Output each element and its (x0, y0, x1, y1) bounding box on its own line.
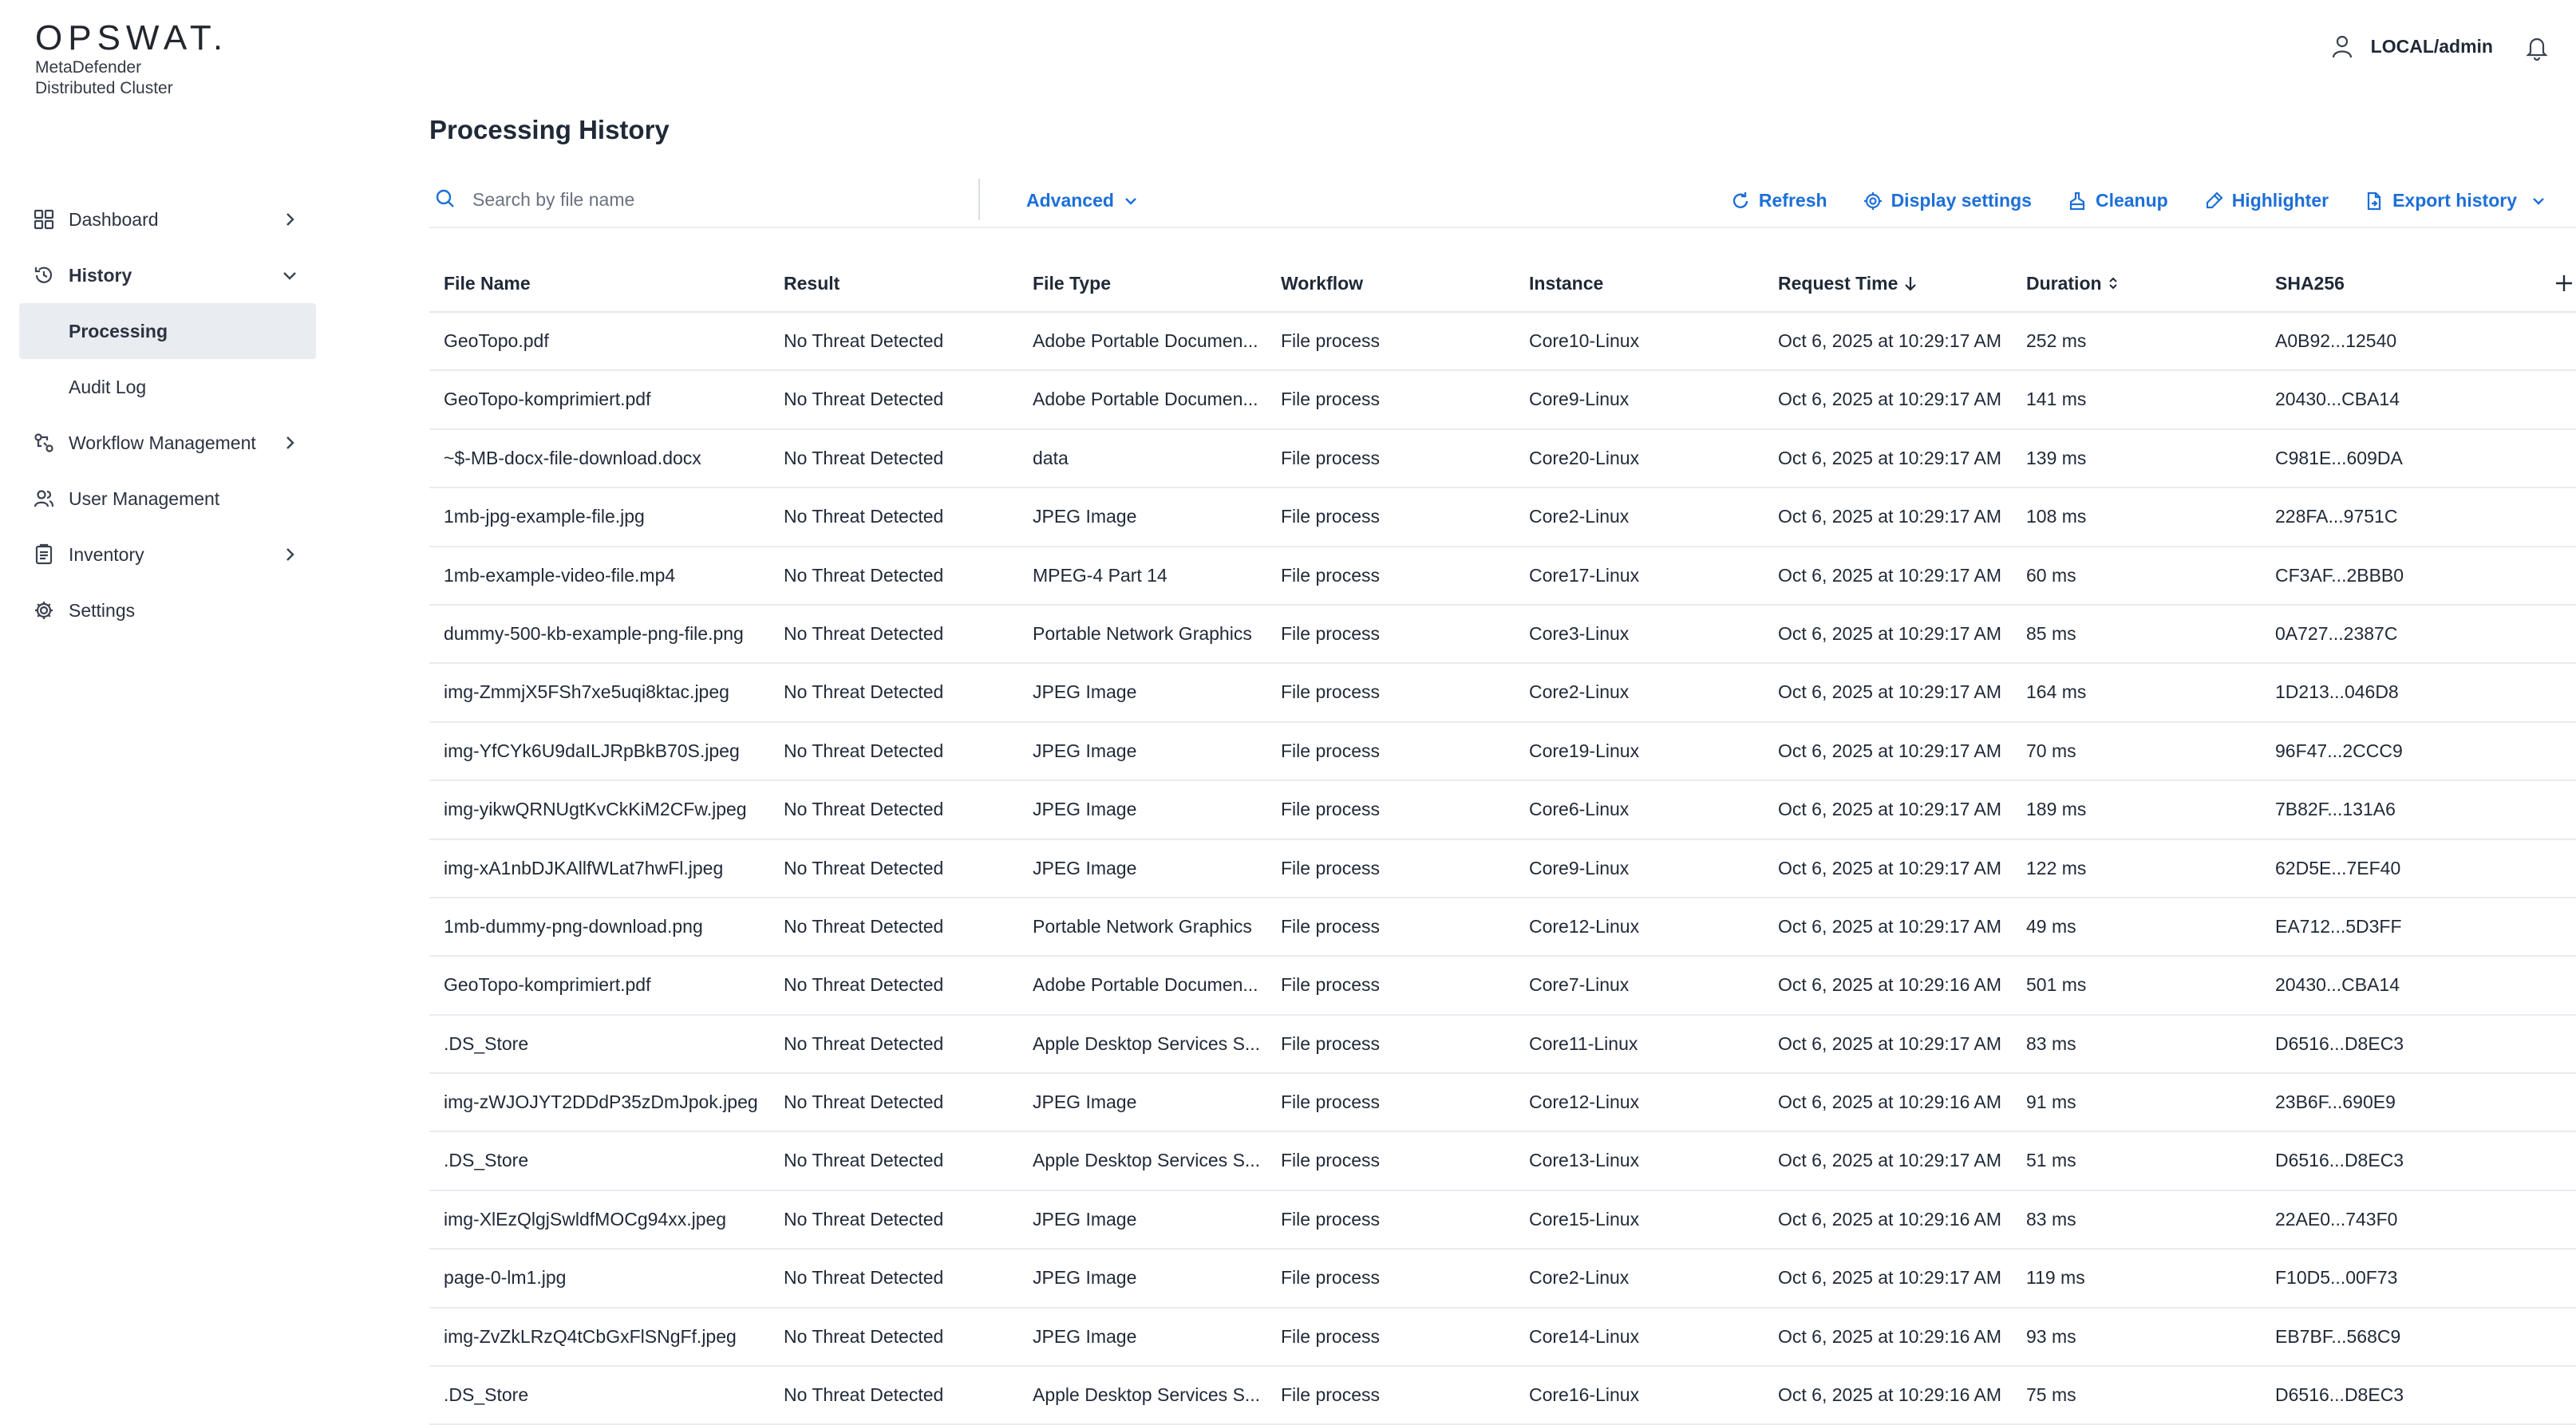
display-settings-label: Display settings (1891, 190, 2032, 211)
page-title: Processing History (429, 115, 670, 144)
request-time-cell: Oct 6, 2025 at 10:29:17 AM (1778, 740, 2002, 761)
result-cell: No Threat Detected (784, 1032, 944, 1054)
duration-cell: 164 ms (2026, 681, 2087, 703)
highlighter-button[interactable] (2203, 190, 2329, 211)
column-header-instance[interactable]: Instance (1529, 272, 1604, 294)
column-header-result[interactable]: Result (784, 272, 840, 294)
column-header-label: Request Time (1778, 272, 1898, 294)
sha256-cell: A0B92...12540 (2275, 330, 2397, 351)
duration-cell: 122 ms (2026, 857, 2087, 878)
table-row[interactable] (429, 313, 2576, 371)
highlighter-icon (2203, 191, 2224, 211)
table-row[interactable] (429, 1367, 2576, 1425)
refresh-icon (1730, 191, 1751, 211)
duration-cell: 141 ms (2026, 389, 2087, 410)
file-name-cell[interactable]: 1mb-example-video-file.mp4 (444, 564, 676, 586)
sha256-cell: CF3AF...2BBB0 (2275, 564, 2404, 586)
table-row[interactable] (429, 664, 2576, 722)
request-time-cell: Oct 6, 2025 at 10:29:17 AM (1778, 799, 2002, 820)
table-row[interactable] (429, 898, 2576, 957)
file-type-cell: MPEG-4 Part 14 (1033, 564, 1167, 586)
request-time-cell: Oct 6, 2025 at 10:29:17 AM (1778, 330, 2002, 351)
instance-cell: Core3-Linux (1529, 622, 1630, 644)
result-cell: No Threat Detected (784, 1208, 944, 1230)
file-name-cell[interactable]: page-0-lm1.jpg (444, 1267, 567, 1289)
chevron-down-icon (2530, 192, 2547, 210)
duration-cell: 91 ms (2026, 1091, 2076, 1113)
cleanup-button[interactable] (2067, 190, 2168, 211)
workflow-cell: File process (1281, 1267, 1380, 1289)
file-name-cell[interactable]: 1mb-jpg-example-file.jpg (444, 506, 645, 527)
sidebar-item-user-management[interactable] (19, 471, 316, 527)
sha256-cell: C981E...609DA (2275, 447, 2403, 468)
file-name-cell[interactable]: img-YfCYk6U9daILJRpBkB70S.jpeg (444, 740, 740, 761)
table-row[interactable] (429, 723, 2576, 781)
file-name-cell[interactable]: img-xA1nbDJKAllfWLat7hwFl.jpeg (444, 857, 724, 878)
request-time-cell: Oct 6, 2025 at 10:29:17 AM (1778, 857, 2002, 878)
duration-cell: 51 ms (2026, 1150, 2076, 1171)
table-body (429, 313, 2576, 1425)
file-type-cell: Apple Desktop Services S... (1033, 1384, 1261, 1406)
sidebar-subitem-processing[interactable] (19, 303, 316, 359)
instance-cell: Core19-Linux (1529, 740, 1640, 761)
duration-cell: 108 ms (2026, 506, 2087, 527)
file-name-cell[interactable]: GeoTopo-komprimiert.pdf (444, 974, 651, 996)
sha256-cell: D6516...D8EC3 (2275, 1150, 2404, 1171)
column-header-workflow[interactable]: Workflow (1281, 272, 1364, 294)
instance-cell: Core16-Linux (1529, 1384, 1640, 1406)
table-row[interactable] (429, 1249, 2576, 1308)
advanced-label: Advanced (1026, 190, 1114, 211)
table-row[interactable] (429, 1074, 2576, 1132)
workflow-cell: File process (1281, 1091, 1380, 1113)
request-time-cell: Oct 6, 2025 at 10:29:17 AM (1778, 681, 2002, 703)
product-name-line2: Distributed Cluster (35, 79, 173, 97)
duration-cell: 49 ms (2026, 915, 2076, 937)
file-type-cell: Apple Desktop Services S... (1033, 1032, 1261, 1054)
request-time-cell: Oct 6, 2025 at 10:29:17 AM (1778, 389, 2002, 410)
file-name-cell[interactable]: 1mb-dummy-png-download.png (444, 915, 703, 937)
dashboard-grid-icon (32, 207, 56, 231)
file-type-cell: JPEG Image (1033, 681, 1137, 703)
result-cell: No Threat Detected (784, 915, 944, 937)
column-header-label: Duration (2026, 272, 2102, 294)
result-cell: No Threat Detected (784, 1384, 944, 1406)
result-cell: No Threat Detected (784, 1325, 944, 1347)
workflow-cell: File process (1281, 1150, 1380, 1171)
duration-cell: 75 ms (2026, 1384, 2076, 1406)
product-name-line1: MetaDefender (35, 58, 142, 77)
instance-cell: Core20-Linux (1529, 447, 1640, 468)
instance-cell: Core13-Linux (1529, 1150, 1640, 1171)
request-time-cell: Oct 6, 2025 at 10:29:16 AM (1778, 1384, 2002, 1406)
instance-cell: Core10-Linux (1529, 330, 1640, 351)
sha256-cell: 20430...CBA14 (2275, 974, 2400, 996)
instance-cell: Core14-Linux (1529, 1325, 1640, 1347)
instance-cell: Core11-Linux (1529, 1032, 1638, 1054)
sidebar-subitem-audit-log[interactable] (19, 359, 316, 415)
workflow-cell: File process (1281, 974, 1380, 996)
user-name: LOCAL/admin (2370, 35, 2493, 57)
sha256-cell: 20430...CBA14 (2275, 389, 2400, 410)
workflow-cell: File process (1281, 1032, 1380, 1054)
column-header-request-time[interactable] (1778, 255, 2017, 311)
instance-cell: Core12-Linux (1529, 1091, 1640, 1113)
refresh-label: Refresh (1758, 190, 1827, 211)
file-name-cell[interactable]: .DS_Store (444, 1032, 529, 1054)
workflow-cell: File process (1281, 681, 1380, 703)
sidebar-item-settings[interactable] (19, 582, 316, 638)
search-box (429, 179, 980, 220)
processing-history-table (429, 255, 2576, 1425)
history-clock-icon (32, 263, 56, 287)
workflow-cell: File process (1281, 622, 1380, 644)
duration-cell: 501 ms (2026, 974, 2087, 996)
file-name-cell[interactable]: img-yikwQRNUgtKvCkKiM2CFw.jpeg (444, 799, 747, 820)
column-header-file-name[interactable]: File Name (444, 272, 531, 294)
sha256-cell: EA712...5D3FF (2275, 915, 2402, 937)
sha256-cell: EB7BF...568C9 (2275, 1325, 2401, 1347)
user-icon (2329, 34, 2355, 59)
file-name-cell[interactable]: dummy-500-kb-example-png-file.png (444, 622, 744, 644)
search-icon (434, 188, 458, 211)
notification-bell-icon[interactable] (2525, 35, 2549, 61)
duration-cell: 93 ms (2026, 1325, 2076, 1347)
workflow-cell: File process (1281, 1325, 1380, 1347)
duration-cell: 83 ms (2026, 1208, 2076, 1230)
sha256-cell: F10D5...00F73 (2275, 1267, 2398, 1289)
workflow-cell: File process (1281, 799, 1380, 820)
table-row[interactable] (429, 840, 2576, 898)
toolbar-actions (1695, 190, 2547, 211)
table-row[interactable] (429, 957, 2576, 1015)
sidebar-subitem-label: Processing (69, 320, 168, 341)
highlighter-label: Highlighter (2231, 190, 2329, 211)
duration-cell: 139 ms (2026, 447, 2087, 468)
add-column-plus-icon[interactable] (2552, 271, 2576, 295)
chevron-right-icon (279, 432, 300, 453)
file-name-cell[interactable]: ~$-MB-docx-file-download.docx (444, 447, 701, 468)
sha256-cell: 0A727...2387C (2275, 622, 2398, 644)
file-name-cell[interactable]: img-zWJOJYT2DDdP35zDmJpok.jpeg (444, 1091, 758, 1113)
cleanup-icon (2067, 191, 2088, 211)
file-name-cell[interactable]: img-ZvZkLRzQ4tCbGxFlSNgFf.jpeg (444, 1325, 737, 1347)
sort-descending-arrow-icon (1902, 274, 1918, 292)
file-name-cell[interactable]: .DS_Store (444, 1384, 529, 1406)
file-type-cell: Apple Desktop Services S... (1033, 1150, 1261, 1171)
result-cell: No Threat Detected (784, 447, 944, 468)
sidebar-item-label: Workflow Management (69, 432, 256, 453)
file-name-cell[interactable]: GeoTopo-komprimiert.pdf (444, 389, 651, 410)
table-row[interactable] (429, 430, 2576, 488)
file-type-cell: JPEG Image (1033, 1208, 1137, 1230)
request-time-cell: Oct 6, 2025 at 10:29:16 AM (1778, 1208, 2002, 1230)
request-time-cell: Oct 6, 2025 at 10:29:17 AM (1778, 1032, 2002, 1054)
instance-cell: Core12-Linux (1529, 915, 1640, 937)
sidebar (0, 0, 327, 1398)
workflow-cell: File process (1281, 564, 1380, 586)
request-time-cell: Oct 6, 2025 at 10:29:16 AM (1778, 974, 2002, 996)
workflow-cell: File process (1281, 330, 1380, 351)
file-type-cell: Portable Network Graphics (1033, 915, 1252, 937)
request-time-cell: Oct 6, 2025 at 10:29:17 AM (1778, 622, 2002, 644)
workflow-cell: File process (1281, 506, 1380, 527)
table-row[interactable] (429, 547, 2576, 606)
result-cell: No Threat Detected (784, 564, 944, 586)
result-cell: No Threat Detected (784, 330, 944, 351)
sha256-cell: D6516...D8EC3 (2275, 1384, 2404, 1406)
workflow-icon (32, 431, 56, 455)
request-time-cell: Oct 6, 2025 at 10:29:17 AM (1778, 506, 2002, 527)
inventory-icon (32, 543, 56, 566)
column-header-duration[interactable] (2026, 255, 2266, 311)
result-cell: No Threat Detected (784, 389, 944, 410)
user-menu[interactable] (2329, 34, 2493, 59)
export-history-label: Export history (2392, 190, 2517, 211)
result-cell: No Threat Detected (784, 1267, 944, 1289)
workflow-cell: File process (1281, 389, 1380, 410)
sidebar-item-label: History (69, 264, 132, 286)
file-type-cell: JPEG Image (1033, 506, 1137, 527)
instance-cell: Core2-Linux (1529, 506, 1630, 527)
sha256-cell: 96F47...2CCC9 (2275, 740, 2403, 761)
sidebar-item-workflow-management[interactable] (19, 415, 316, 471)
request-time-cell: Oct 6, 2025 at 10:29:17 AM (1778, 447, 2002, 468)
file-type-cell: JPEG Image (1033, 1091, 1137, 1113)
sidebar-item-inventory[interactable] (19, 527, 316, 582)
history-toolbar (429, 179, 2576, 228)
request-time-cell: Oct 6, 2025 at 10:29:17 AM (1778, 915, 2002, 937)
duration-cell: 83 ms (2026, 1032, 2076, 1054)
workflow-cell: File process (1281, 857, 1380, 878)
column-header-file-type[interactable]: File Type (1033, 272, 1111, 294)
workflow-cell: File process (1281, 1208, 1380, 1230)
table-row[interactable] (429, 1132, 2576, 1190)
sidebar-item-label: Settings (69, 599, 136, 621)
sha256-cell: 1D213...046D8 (2275, 681, 2399, 703)
file-type-cell: JPEG Image (1033, 857, 1137, 878)
brand-logo[interactable] (35, 19, 228, 99)
request-time-cell: Oct 6, 2025 at 10:29:17 AM (1778, 1267, 2002, 1289)
result-cell: No Threat Detected (784, 974, 944, 996)
table-row[interactable] (429, 1309, 2576, 1367)
result-cell: No Threat Detected (784, 506, 944, 527)
users-icon (32, 487, 56, 511)
chevron-right-icon (279, 209, 300, 230)
file-name-cell[interactable]: img-ZmmjX5FSh7xe5uqi8ktac.jpeg (444, 681, 729, 703)
export-file-icon (2364, 191, 2384, 211)
workflow-cell: File process (1281, 740, 1380, 761)
request-time-cell: Oct 6, 2025 at 10:29:16 AM (1778, 1091, 2002, 1113)
table-header (429, 255, 2576, 313)
sidebar-item-history[interactable] (19, 247, 316, 303)
request-time-cell: Oct 6, 2025 at 10:29:17 AM (1778, 564, 2002, 586)
duration-cell: 70 ms (2026, 740, 2076, 761)
instance-cell: Core7-Linux (1529, 974, 1630, 996)
sha256-cell: 7B82F...131A6 (2275, 799, 2396, 820)
gear-icon (32, 598, 56, 622)
sidebar-subitem-label: Audit Log (69, 376, 147, 397)
result-cell: No Threat Detected (784, 1091, 944, 1113)
sort-toggle-icon (2107, 274, 2123, 292)
request-time-cell: Oct 6, 2025 at 10:29:17 AM (1778, 1150, 2002, 1171)
table-row[interactable] (429, 781, 2576, 839)
sidebar-nav (19, 191, 316, 638)
duration-cell: 252 ms (2026, 330, 2087, 351)
brand-wordmark: OPSWAT. (35, 18, 229, 57)
chevron-down-icon (1122, 192, 1140, 210)
search-input[interactable] (471, 188, 953, 211)
column-header-sha256[interactable]: SHA256 (2275, 272, 2345, 294)
duration-cell: 85 ms (2026, 622, 2076, 644)
sha256-cell: 23B6F...690E9 (2275, 1091, 2396, 1113)
cleanup-label: Cleanup (2095, 190, 2168, 211)
sidebar-item-label: Dashboard (69, 208, 159, 230)
table-row[interactable] (429, 371, 2576, 429)
advanced-filter-button[interactable] (1026, 190, 1140, 211)
sha256-cell: D6516...D8EC3 (2275, 1032, 2404, 1054)
table-row[interactable] (429, 1191, 2576, 1249)
result-cell: No Threat Detected (784, 799, 944, 820)
display-settings-button[interactable] (1863, 190, 2032, 211)
instance-cell: Core6-Linux (1529, 799, 1630, 820)
file-type-cell: JPEG Image (1033, 740, 1137, 761)
file-type-cell: data (1033, 447, 1069, 468)
gear-icon (1863, 191, 1883, 211)
sidebar-item-label: Inventory (69, 543, 144, 565)
result-cell: No Threat Detected (784, 857, 944, 878)
file-type-cell: JPEG Image (1033, 1267, 1137, 1289)
file-name-cell[interactable]: .DS_Store (444, 1150, 529, 1171)
result-cell: No Threat Detected (784, 622, 944, 644)
table-row[interactable] (429, 606, 2576, 664)
instance-cell: Core17-Linux (1529, 564, 1640, 586)
file-name-cell[interactable]: img-XlEzQlgjSwldfMOCg94xx.jpeg (444, 1208, 727, 1230)
result-cell: No Threat Detected (784, 740, 944, 761)
result-cell: No Threat Detected (784, 1150, 944, 1171)
sha256-cell: 228FA...9751C (2275, 506, 2398, 527)
duration-cell: 189 ms (2026, 799, 2087, 820)
request-time-cell: Oct 6, 2025 at 10:29:16 AM (1778, 1325, 2002, 1347)
workflow-cell: File process (1281, 915, 1380, 937)
duration-cell: 119 ms (2026, 1267, 2085, 1289)
instance-cell: Core2-Linux (1529, 681, 1630, 703)
instance-cell: Core15-Linux (1529, 1208, 1640, 1230)
file-type-cell: Adobe Portable Documen... (1033, 974, 1258, 996)
sidebar-item-dashboard[interactable] (19, 191, 316, 247)
file-type-cell: Adobe Portable Documen... (1033, 389, 1258, 410)
file-name-cell[interactable]: GeoTopo.pdf (444, 330, 549, 351)
instance-cell: Core9-Linux (1529, 857, 1630, 878)
file-type-cell: JPEG Image (1033, 799, 1137, 820)
export-history-button[interactable] (2364, 190, 2547, 211)
duration-cell: 60 ms (2026, 564, 2076, 586)
instance-cell: Core9-Linux (1529, 389, 1630, 410)
sha256-cell: 22AE0...743F0 (2275, 1208, 2398, 1230)
result-cell: No Threat Detected (784, 681, 944, 703)
table-row[interactable] (429, 1016, 2576, 1074)
file-type-cell: JPEG Image (1033, 1325, 1137, 1347)
sha256-cell: 62D5E...7EF40 (2275, 857, 2401, 878)
chevron-right-icon (279, 544, 300, 565)
refresh-button[interactable] (1730, 190, 1827, 211)
sidebar-item-label: User Management (69, 488, 220, 509)
chevron-down-icon (279, 265, 300, 286)
file-type-cell: Portable Network Graphics (1033, 622, 1252, 644)
table-row[interactable] (429, 488, 2576, 547)
file-type-cell: Adobe Portable Documen... (1033, 330, 1258, 351)
workflow-cell: File process (1281, 1384, 1380, 1406)
instance-cell: Core2-Linux (1529, 1267, 1630, 1289)
workflow-cell: File process (1281, 447, 1380, 468)
